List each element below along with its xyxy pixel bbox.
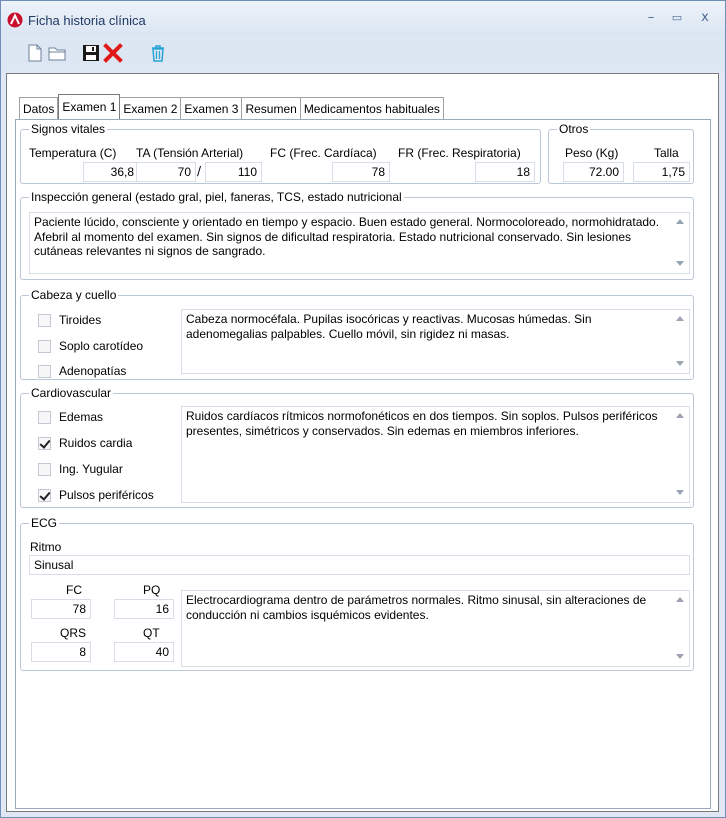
ta-separator: /	[197, 164, 202, 178]
ing-yugular-checkbox[interactable]	[38, 462, 123, 476]
ecg-legend: ECG	[31, 516, 58, 530]
edemas-checkbox[interactable]	[38, 410, 103, 424]
tab-panel-examen-1	[15, 119, 711, 809]
title-bar[interactable]	[1, 1, 725, 35]
qt-field[interactable]: 40	[114, 642, 174, 662]
ta-sistolica-field[interactable]: 70	[136, 162, 196, 182]
ruidos-cardia-label: Ruidos cardia	[59, 436, 133, 450]
adenopatias-checkbox[interactable]	[38, 364, 126, 378]
tiroides-check-box[interactable]	[38, 314, 51, 327]
pq-field[interactable]: 16	[114, 599, 174, 619]
soplo-carotideo-label: Soplo carotídeo	[59, 339, 144, 353]
fr-field[interactable]: 18	[475, 162, 535, 182]
qt-label: QT	[143, 626, 160, 640]
fr-label: FR (Frec. Respiratoria)	[398, 146, 521, 160]
soplo-carotideo-checkbox[interactable]	[38, 339, 143, 353]
ing-yugular-check-box[interactable]	[38, 463, 51, 476]
pulsos-perifericos-check-box[interactable]	[38, 489, 51, 502]
ing-yugular-label: Ing. Yugular	[59, 462, 123, 476]
ecg-fc-field[interactable]: 78	[31, 599, 91, 619]
tiroides-checkbox[interactable]	[38, 313, 101, 327]
ta-label: TA (Tensión Arterial)	[136, 146, 244, 160]
open-folder-icon[interactable]	[47, 43, 67, 63]
tab-medicamentos-habituales[interactable]: Medicamentos habituales	[301, 97, 444, 119]
adenopatias-check-box[interactable]	[38, 365, 51, 378]
ecg-scrollbar[interactable]	[672, 591, 689, 666]
cabeza-cuello-scrollbar[interactable]	[672, 310, 689, 373]
pulsos-perifericos-label: Pulsos periféricos	[59, 488, 154, 502]
ritmo-field[interactable]: Sinusal	[29, 555, 690, 575]
ecg-memo[interactable]	[181, 590, 690, 667]
adenopatias-label: Adenopatías	[59, 364, 127, 378]
cardiovascular-memo[interactable]	[181, 406, 690, 503]
talla-field[interactable]: 1,75	[633, 162, 690, 182]
tiroides-label: Tiroides	[59, 313, 102, 327]
fc-label: FC (Frec. Cardíaca)	[270, 146, 377, 160]
tab-examen-3[interactable]: Examen 3	[181, 97, 242, 119]
cardiovascular-text: Ruidos cardíacos rítmicos normofonéticos en dos tiempos. Sin soplos. Pulsos periféricos presentes, simétricos y conservados. Sin edemas en miembros inferiores.	[186, 409, 658, 438]
trash-icon[interactable]	[148, 43, 168, 63]
edemas-label: Edemas	[59, 410, 104, 424]
ritmo-label: Ritmo	[30, 540, 62, 554]
cabeza-cuello-memo[interactable]	[181, 309, 690, 374]
inspeccion-legend: Inspección general (estado gral, piel, faneras, TCS, estado nutricional	[31, 190, 402, 204]
temperatura-field[interactable]: 36,8	[83, 162, 139, 182]
pq-label: PQ	[143, 583, 161, 597]
soplo-carotideo-check-box[interactable]	[38, 340, 51, 353]
ruidos-cardia-check-box[interactable]	[38, 437, 51, 450]
cardiovascular-legend: Cardiovascular	[31, 386, 112, 400]
qrs-field[interactable]: 8	[31, 642, 91, 662]
app-logo-icon	[7, 12, 23, 28]
ecg-fc-label: FC	[66, 583, 82, 597]
tab-resumen[interactable]: Resumen	[242, 97, 300, 119]
ta-diastolica-field[interactable]: 110	[205, 162, 262, 182]
otros-legend: Otros	[559, 122, 589, 136]
window-title: Ficha historia clínica	[28, 13, 146, 28]
tab-examen-1[interactable]: Examen 1	[58, 94, 120, 119]
cabeza-cuello-text: Cabeza normocéfala. Pupilas isocóricas y reactivas. Mucosas húmedas. Sin adenomegalias palpables. Cuello móvil, sin rigidez ni masas.	[186, 312, 592, 341]
client-area	[6, 73, 719, 812]
ruidos-cardia-checkbox[interactable]	[38, 436, 132, 450]
qrs-label: QRS	[60, 626, 87, 640]
maximize-button[interactable]: ▭	[671, 11, 683, 24]
cardiovascular-scrollbar[interactable]	[672, 407, 689, 502]
tab-strip	[19, 94, 444, 119]
inspeccion-text: Paciente lúcido, consciente y orientado en tiempo y espacio. Buen estado general. Normocoloreado, normohidratado. Afebril al momento del examen. Sin signos de dificultad respiratoria. Estado nutricional conservado. Sin lesiones cutáneas relevantes ni signos de sangrado.	[34, 215, 660, 258]
peso-field[interactable]: 72.00	[563, 162, 624, 182]
peso-label: Peso (Kg)	[565, 146, 619, 160]
edemas-check-box[interactable]	[38, 411, 51, 424]
temperatura-label: Temperatura (C)	[29, 146, 117, 160]
signos-vitales-legend: Signos vitales	[31, 122, 106, 136]
tab-datos[interactable]: Datos	[19, 97, 58, 119]
close-button[interactable]: x	[701, 10, 709, 25]
pulsos-perifericos-checkbox[interactable]	[38, 488, 154, 502]
toolbar	[1, 35, 725, 71]
ecg-text: Electrocardiograma dentro de parámetros normales. Ritmo sinusal, sin alteraciones de conducción ni cambios isquémicos evidentes.	[186, 593, 647, 622]
tab-examen-2[interactable]: Examen 2	[120, 97, 181, 119]
minimize-button[interactable]: –	[647, 10, 655, 25]
fc-field[interactable]: 78	[332, 162, 390, 182]
inspeccion-memo[interactable]	[29, 212, 690, 274]
save-icon[interactable]	[81, 43, 101, 63]
new-file-icon[interactable]	[25, 43, 45, 63]
delete-x-icon[interactable]	[103, 43, 123, 63]
talla-label: Talla	[654, 146, 679, 160]
cabeza-cuello-legend: Cabeza y cuello	[31, 288, 117, 302]
inspeccion-scrollbar[interactable]	[672, 213, 689, 273]
